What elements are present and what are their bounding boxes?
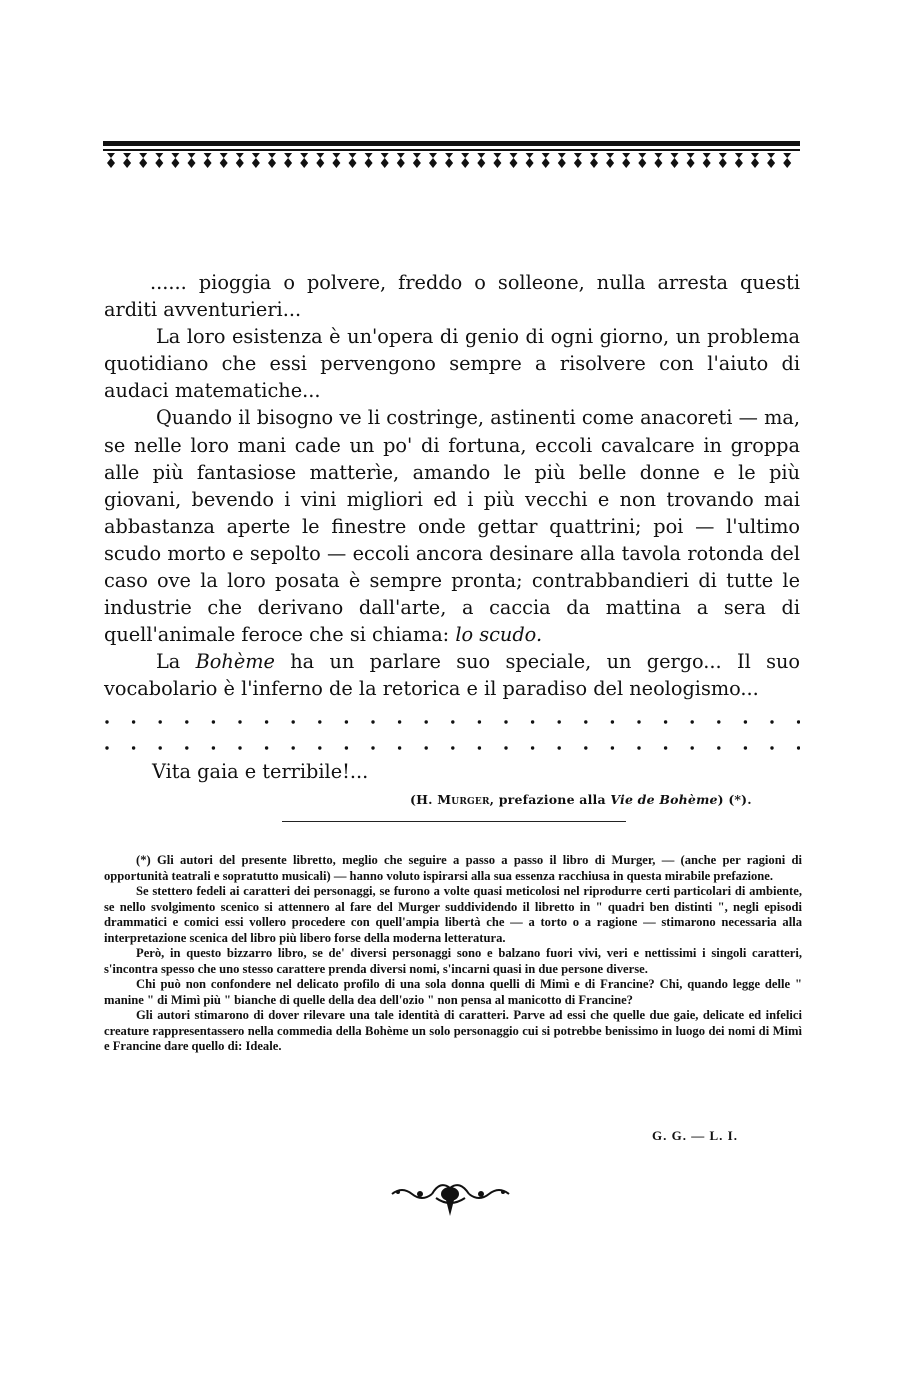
paragraph-4 (104, 648, 800, 702)
paragraph-4-italic: Bohème (195, 650, 275, 674)
paragraph-2: La loro esistenza è un'opera di genio di ogni giorno, un problema quotidiano che essi pervengono sempre a risolvere con l'aiuto di audaci matematiche... (104, 325, 800, 403)
tailpiece-ornament-icon (388, 1174, 513, 1218)
citation-middle: , prefazione alla (489, 792, 606, 807)
closing-line: Vita gaia e terribile!... (152, 760, 369, 783)
footnote-paragraph-3: Però, in questo bizzarro libro, se de' diversi personaggi sono e balzano fuori vivi, veri e nettissimi i singoli caratteri, s'incontra spesso che uno stesso carattere prenda diversi nomi, s'incarni quasi in due persone diverse. (104, 946, 802, 976)
footnote-paragraph-1: (*) Gli autori del presente libretto, meglio che seguire a passo a passo il libro di Murger, — (anche per ragioni di opportunità teatrali e sopratutto musicali) — hanno voluto ispirarsi alla sua essenza racchiusa in questa mirabile prefazione. (104, 853, 802, 883)
signature: G. G. — L. I. (652, 1128, 738, 1143)
paragraph-1: ...... pioggia o polvere, freddo o solleone, nulla arresta questi arditi avventurieri... (104, 271, 800, 322)
footnote-paragraph-5: Gli autori stimarono di dover rilevare una tale identità di caratteri. Parve ad essi che quelle due gaie, delicate ed infelici creature rappresentassero nella commedia della Bohème un solo personaggio cui si potrebbe benissimo in luogo dei nomi di Mimì e Francine dare quello di: Ideale. (104, 1008, 802, 1053)
citation-author: Murger (437, 792, 490, 807)
paragraph-3-text: Quando il bisogno ve li costringe, astinenti come anacoreti — ma, se nelle loro mani cade un po' di fortuna, eccoli cavalcare in groppa alle più fantasiose matterìe, amando le più belle donne e le più giovani, bevendo i vini migliori ed i più vecchi e non trovando mai abbastanza aperte le finestre onde gettar quattrini; poi — l'ultimo scudo morto e sepolto — eccoli ancora desinare alla tavola rotonda del caso ove la loro posata è sempre pronta; contrabbandieri di tutte le industrie che derivano dall'arte, a caccia da mattina a sera di quell'animale feroce che si chiama: (104, 406, 800, 647)
footnote-paragraph-4: Chi può non confondere nel delicato profilo di una sola donna quelli di Mimì e di Francine? Chi, quando legge delle " manine " di Mimì più " bianche di quelle della dea dell'ozio " non pensa al manicotto di Francine? (104, 977, 802, 1007)
citation-work: Vie de Bohème (610, 792, 718, 807)
paragraph-4-start: La (156, 650, 181, 674)
citation-open: (H. (410, 792, 433, 807)
citation-close: ) (*). (717, 792, 752, 807)
paragraph-3-italic: lo scudo. (455, 623, 543, 647)
paragraph-4-rest: ha un parlare suo speciale, un gergo... Il suo vocabolario è l'inferno de la retorica e il paradiso del neologismo... (104, 650, 800, 701)
ellipsis-row-1 (104, 716, 800, 728)
paragraph-3 (104, 404, 800, 648)
main-text (104, 269, 800, 703)
footnote (104, 853, 802, 1055)
footnote-paragraph-2: Se stettero fedeli ai caratteri dei personaggi, se furono a volte quasi meticolosi nel riprodurre certi particolari di ambiente, se nello svolgimento scenico si attennero al fare del Murger suddividendo il libretto in " quadri ben distinti ", negli episodi drammatici e comici essi vollero procedere con quell'ampia libertà che — a torto o a ragione — stimarono necessaria alla interpretazione scenica del libro più libero forse della moderna letteratura. (104, 884, 802, 945)
decorative-header-band (103, 141, 800, 173)
citation (410, 791, 752, 809)
ellipsis-row-2 (104, 742, 800, 754)
divider-rule (282, 821, 626, 822)
